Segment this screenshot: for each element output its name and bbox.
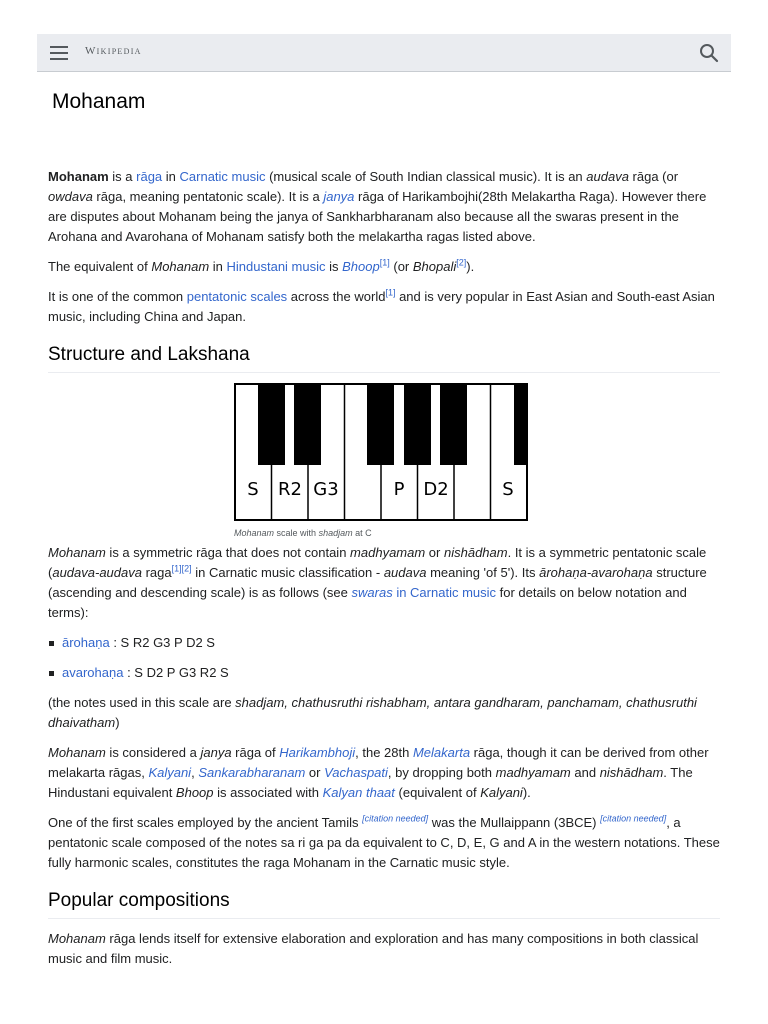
link-text: Vachaspati — [324, 765, 388, 780]
text: : S R2 G3 P D2 S — [109, 635, 215, 650]
italic-term: Mohanam — [234, 528, 275, 538]
text: rāga (or — [628, 169, 679, 184]
bold-term: Mohanam — [48, 169, 109, 184]
italic-term: ārohaṇa-avarohaṇa — [539, 565, 653, 580]
section-heading-compositions[interactable]: Popular compositions — [48, 891, 720, 919]
text: rāga of — [231, 745, 280, 760]
link-text: Bhoop — [342, 259, 380, 274]
italic-term: janya — [200, 745, 232, 760]
structure-paragraph-1 — [48, 543, 720, 623]
intro-paragraph-3 — [48, 287, 720, 327]
key-label: S — [247, 479, 259, 500]
article-content — [48, 167, 720, 979]
raga-link[interactable]: rāga — [136, 169, 163, 184]
avarohana-link[interactable]: avarohaṇa — [62, 665, 124, 680]
list-item — [62, 663, 720, 683]
structure-paragraph-4 — [48, 813, 720, 873]
key-label: P — [393, 479, 405, 500]
text: (equivalent of — [394, 785, 481, 800]
list-item — [62, 633, 720, 653]
italic-term: Mohanam — [151, 259, 210, 274]
reference-1-2[interactable]: [1][2] — [171, 563, 192, 574]
hamburger-icon[interactable] — [50, 46, 68, 60]
vachaspati-link[interactable] — [324, 765, 388, 780]
italic-term: Kalyani — [480, 785, 523, 800]
text: at C — [352, 528, 372, 538]
link-text: in Carnatic music — [392, 585, 497, 600]
section-heading-structure[interactable]: Structure and Lakshana — [48, 345, 720, 373]
text: is a — [108, 169, 137, 184]
text: , — [191, 765, 199, 780]
text: and is very popular in East Asian and South-east Asian music, including China and Japan. — [48, 289, 715, 324]
compositions-paragraph — [48, 929, 720, 969]
italic-term: audava — [586, 169, 629, 184]
text: in — [209, 259, 227, 274]
figure-caption — [234, 527, 720, 539]
key-label: D2 — [423, 479, 449, 500]
key-label: G3 — [313, 479, 339, 500]
link-text: Melakarta — [412, 745, 471, 760]
italic-term: audava — [383, 565, 427, 580]
text: , a pentatonic scale composed of the notes sa ri ga pa da equivalent to C, D, E, G and A in the western notations. These fully harmonic scales, constitutes the raga Mohanam in the Carnatic music style. — [48, 815, 720, 870]
intro-paragraph-1 — [48, 167, 720, 247]
kalyani-link[interactable] — [148, 765, 191, 780]
top-bar — [37, 34, 731, 72]
melakarta-link[interactable] — [413, 745, 470, 760]
text: ). — [522, 785, 531, 800]
text: rāga of Harikambojhi(28th Melakartha Raga). However there are disputes about Mohanam being the janya of Sankharbharanam also because all the swaras present in the Arohana and Avarohana of Mohanam satisfy both the melakartha ragas listed above. — [48, 189, 707, 244]
italic-term: shadjam, chathusruthi rishabham, antara gandharam, panchamam, chathusruthi dhaivatham — [48, 695, 697, 730]
text: in — [162, 169, 180, 184]
sankarabharanam-link[interactable] — [198, 765, 305, 780]
intro-paragraph-2 — [48, 257, 720, 277]
italic-term: Bhoop — [175, 785, 214, 800]
text: ). — [466, 259, 475, 274]
italic-term: Bhopali — [412, 259, 457, 274]
text: : S D2 P G3 R2 S — [123, 665, 229, 680]
scale-list — [48, 633, 720, 683]
italic-term: audava-audava — [52, 565, 142, 580]
italic-term: Mohanam — [48, 931, 106, 946]
citation-needed-link[interactable]: [citation needed] — [600, 813, 667, 824]
italic-term: madhyamam — [495, 765, 571, 780]
structure-paragraph-2 — [48, 693, 720, 733]
arohana-link[interactable]: ārohaṇa — [62, 635, 110, 650]
text: (musical scale of South Indian classical music). It is an — [265, 169, 587, 184]
link-text: janya — [323, 189, 355, 204]
structure-paragraph-3 — [48, 743, 720, 803]
reference-1[interactable]: [1] — [379, 257, 390, 268]
link-text: Kalyan thaat — [322, 785, 395, 800]
italic-term: owdava — [48, 189, 93, 204]
piano-keyboard-image[interactable] — [234, 383, 530, 523]
italic-term: nishādham — [599, 765, 664, 780]
reference-2[interactable]: [2] — [456, 257, 467, 268]
text: rāga, though it can be derived from other melakarta rāgas, — [48, 745, 709, 780]
key-label: R2 — [278, 479, 302, 500]
hindustani-music-link[interactable]: Hindustani music — [226, 259, 326, 274]
text: in Carnatic music classification - — [191, 565, 384, 580]
text: is — [325, 259, 343, 274]
link-text: Harikambhoji — [279, 745, 356, 760]
reference-1[interactable]: [1] — [385, 287, 396, 298]
swaras-link[interactable] — [352, 585, 497, 600]
janya-link[interactable] — [323, 189, 354, 204]
text: ) — [115, 715, 120, 730]
text: is considered a — [105, 745, 201, 760]
text: (or — [389, 259, 413, 274]
text: scale with — [274, 528, 319, 538]
text: It is one of the common — [48, 289, 187, 304]
text: The equivalent of — [48, 259, 152, 274]
key-label: S — [502, 479, 514, 500]
text: raga — [141, 565, 172, 580]
keyboard-figure — [48, 383, 720, 539]
text: (the notes used in this scale are — [48, 695, 236, 710]
text: or — [425, 545, 444, 560]
citation-needed-link[interactable]: [citation needed] — [362, 813, 429, 824]
text: , by dropping both — [387, 765, 496, 780]
link-text: Kalyani — [148, 765, 192, 780]
text: structure (ascending and descending scale) is as follows (see — [48, 565, 707, 600]
link-text: Sankarabharanam — [198, 765, 306, 780]
bhoop-link[interactable] — [342, 259, 380, 274]
pentatonic-scales-link[interactable]: pentatonic scales — [186, 289, 288, 304]
italic-term: shadjam — [318, 528, 353, 538]
search-icon[interactable] — [699, 43, 719, 63]
text: . It is a symmetric pentatonic scale ( — [48, 545, 707, 580]
italic-term: madhyamam — [350, 545, 426, 560]
wikipedia-wordmark[interactable]: Wikipedia — [85, 45, 142, 57]
kalyan-thaat-link[interactable] — [323, 785, 395, 800]
text: across the world — [287, 289, 386, 304]
text: , the 28th — [355, 745, 413, 760]
italic-term: nishādham — [443, 545, 508, 560]
text: is associated with — [213, 785, 323, 800]
text: . The Hindustani equivalent — [48, 765, 693, 800]
text: or — [305, 765, 325, 780]
page-title: Mohanam — [52, 90, 146, 113]
text: is a symmetric rāga that does not contain — [105, 545, 351, 560]
harikambhoji-link[interactable] — [279, 745, 355, 760]
text: rāga, meaning pentatonic scale). It is a — [92, 189, 324, 204]
text: rāga lends itself for extensive elaboration and exploration and has many compositions in both classical music and film music. — [48, 931, 699, 966]
text: was the Mullaippann (3BCE) — [428, 815, 601, 830]
carnatic-music-link[interactable]: Carnatic music — [179, 169, 266, 184]
text: meaning 'of 5'). Its — [426, 565, 540, 580]
text: for details on below notation and terms): — [48, 585, 687, 620]
italic-term: Mohanam — [48, 545, 106, 560]
italic-term: Mohanam — [48, 745, 106, 760]
text: and — [570, 765, 600, 780]
text: One of the first scales employed by the ancient Tamils — [48, 815, 363, 830]
link-text: swaras — [351, 585, 393, 600]
